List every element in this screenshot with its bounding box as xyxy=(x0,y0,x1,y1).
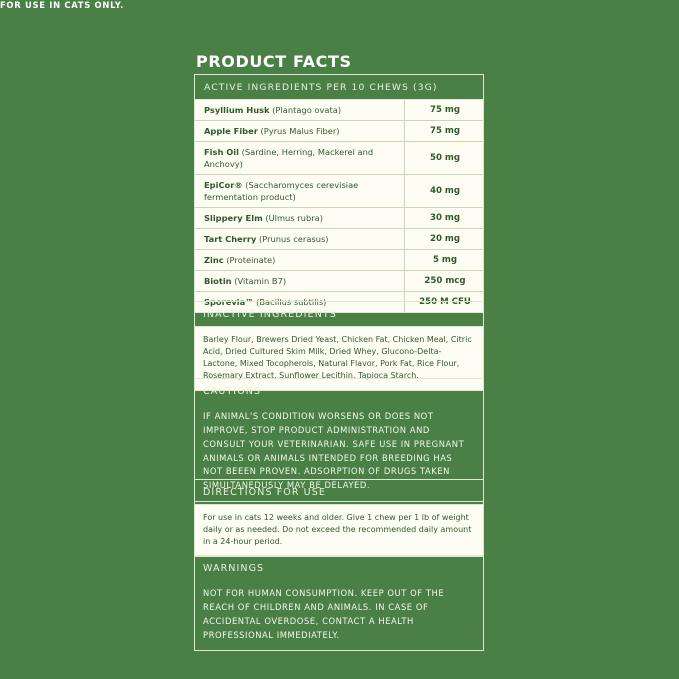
ingredient-amount: 30 mg xyxy=(405,208,484,229)
page-title: PRODUCT FACTS xyxy=(196,52,352,71)
ingredient-name xyxy=(195,229,405,250)
ingredient-detail: (Prunus cerasus) xyxy=(256,234,329,245)
table-row xyxy=(195,175,483,208)
ingredient-amount: 75 mg xyxy=(405,121,484,142)
ingredient-amount: 20 mg xyxy=(405,229,484,250)
warnings-header: WARNINGS xyxy=(203,563,265,574)
active-ingredients-table xyxy=(194,74,484,313)
ingredient-name-bold: Sporevia™ xyxy=(204,297,254,308)
ingredient-name-bold: Biotin xyxy=(204,276,232,287)
inactive-ingredients-body: Barley Flour, Brewers Dried Yeast, Chicken Fat, Chicken Meal, Citric Acid, Dried Cultured Skim Milk, Dried Whey, Glucono-Delta-Lactone, Mixed Tocopherols, Natural Flavor, Pork Fat, Rice Flour, Rosemary Extract, Sunflower Lecithin, Tapioca Starch. xyxy=(195,326,483,390)
ingredient-name xyxy=(195,175,405,208)
ingredient-detail: (Plantago ovata) xyxy=(269,105,342,115)
table-row xyxy=(195,100,483,121)
table-row xyxy=(195,121,483,142)
directions-body: For use in cats 12 weeks and older. Give 1 chew per 1 lb of weight daily or as needed. Do not exceed the recommended daily amount in a 24-hour period. xyxy=(195,504,483,556)
ingredient-name xyxy=(195,142,405,175)
ingredient-detail: (Bacillus subtilis) xyxy=(253,297,327,308)
ingredient-amount: 40 mg xyxy=(405,175,484,208)
ingredient-name-bold: Zinc xyxy=(204,255,224,266)
cats-only-note: FOR USE IN CATS ONLY. xyxy=(0,0,125,10)
ingredient-detail: (Pyrus Malus Fiber) xyxy=(257,126,340,137)
ingredient-name-bold: Apple Fiber xyxy=(204,126,258,137)
table-row xyxy=(195,271,483,292)
warnings-body: NOT FOR HUMAN CONSUMPTION. KEEP OUT OF THE REACH OF CHILDREN AND ANIMALS. IN CASE OF ACCIDENTAL OVERDOSE, CONTACT A HEALTH PROFESSIONAL IMMEDIATELY. xyxy=(203,588,445,640)
table-row xyxy=(195,142,483,175)
ingredient-name-bold: Slippery Elm xyxy=(204,213,263,224)
ingredient-detail: (Ulmus rubra) xyxy=(262,213,323,224)
ingredient-name xyxy=(195,250,405,271)
ingredient-amount: 250 M CFU xyxy=(405,292,484,313)
ingredient-detail: (Proteinate) xyxy=(223,255,276,266)
ingredient-name-bold: EpiCor® xyxy=(204,180,243,191)
inactive-ingredients-header: INACTIVE INGREDIENTS xyxy=(203,309,337,320)
ingredient-rows xyxy=(195,99,483,312)
ingredient-detail: (Vitamin B7) xyxy=(231,276,287,287)
ingredient-name xyxy=(195,271,405,292)
active-ingredients-header: ACTIVE INGREDIENTS PER 10 CHEWS (3G) xyxy=(204,82,438,93)
ingredient-amount: 250 mcg xyxy=(405,271,484,292)
ingredient-amount: 5 mg xyxy=(405,250,484,271)
ingredient-amount: 75 mg xyxy=(405,100,484,121)
ingredient-name xyxy=(195,100,405,121)
table-row xyxy=(195,208,483,229)
ingredient-name xyxy=(195,208,405,229)
ingredient-amount: 50 mg xyxy=(405,142,484,175)
ingredient-name xyxy=(195,121,405,142)
warnings-block xyxy=(194,555,484,651)
ingredient-name-bold: Tart Cherry xyxy=(204,234,257,245)
directions-block xyxy=(194,479,484,557)
ingredient-name-bold: Psyllium Husk xyxy=(204,105,270,115)
table-row xyxy=(195,250,483,271)
cautions-header: CAUTIONS xyxy=(203,386,262,397)
directions-header: DIRECTIONS FOR USE xyxy=(203,487,326,498)
ingredient-detail: (Saccharomyces cerevisiae fermentation product) xyxy=(204,180,359,203)
ingredient-name-bold: Fish Oil xyxy=(204,147,239,158)
cautions-body: IF ANIMAL'S CONDITION WORSENS OR DOES NOT IMPROVE, STOP PRODUCT ADMINISTRATION AND CONSULT YOUR VETERINARIAN. SAFE USE IN PREGNANT ANIMALS OR ANIMALS INTENDED FOR BREEDING HAS NOT BEEEN PROVEN. ADSORPTION OF DRUGS TAKEN SIMULTANEDUSLY MAY BE DELAYED. xyxy=(203,411,465,491)
table-row xyxy=(195,229,483,250)
ingredient-detail: (Sardine, Herring, Mackerel and Anchovy) xyxy=(204,147,374,170)
